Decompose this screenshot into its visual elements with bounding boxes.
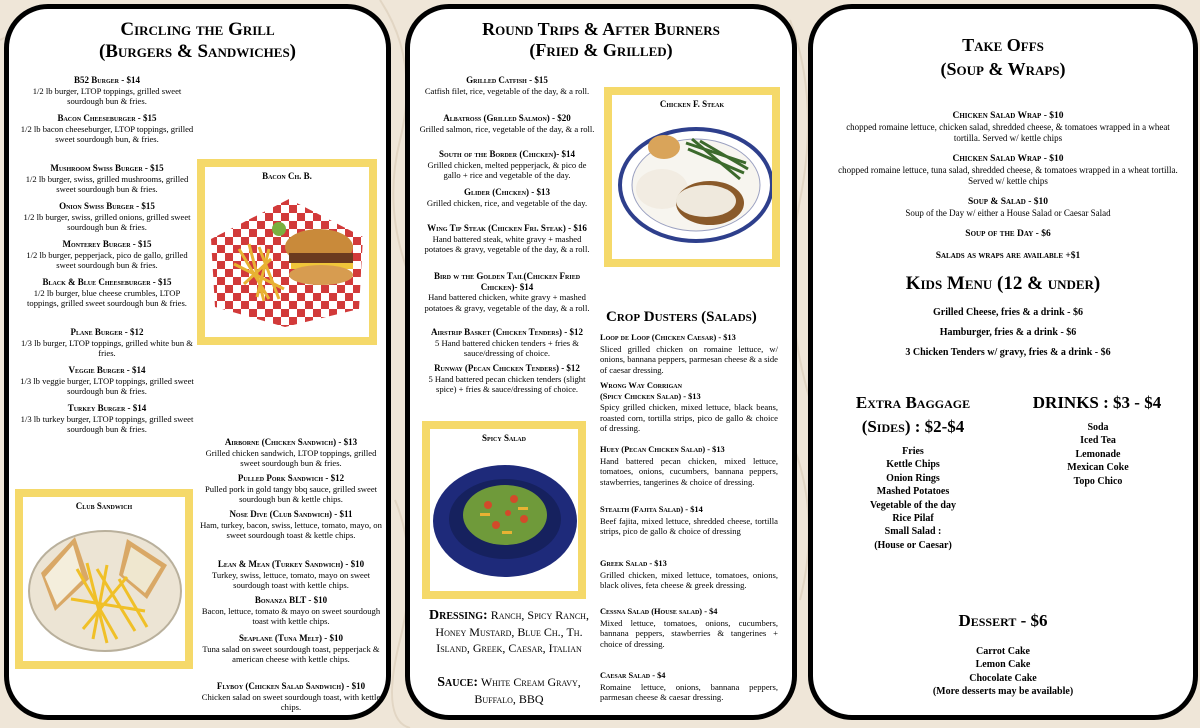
item-name: Pulled Pork Sandwich - $12: [237, 473, 345, 483]
item-description: Hand battered pecan chicken, mixed lettuce, tomatoes, onions, cucumbers, bannana peppers, stawberries, tangerines & choice of dressing.: [600, 455, 778, 487]
entree-item: [418, 327, 596, 359]
kids-item: Hamburger, fries & a drink - $6: [939, 327, 1077, 338]
item-description: Grilled chicken, mixed lettuce, tomatoes, onions, black olives, feta cheese & greek dressing.: [600, 569, 778, 591]
photo-caption: Bacon Ch. B.: [262, 171, 312, 181]
burger-item: [19, 75, 195, 107]
wrap-item: [833, 197, 1183, 219]
item-name: Bird w the Golden Tail(Chicken Fried Chicken)- $14: [433, 271, 581, 292]
item-name: Greek Salad - $13: [600, 559, 667, 568]
entree-item: [418, 113, 596, 134]
panel-fried-grilled: [405, 4, 797, 720]
item-name: Wing Tip Steak (Chicken Fri. Steak) - $16: [427, 223, 587, 233]
spicy-salad-image: [432, 453, 578, 583]
entree-item: [418, 75, 596, 96]
item-description: 1/3 lb turkey burger, LTOP toppings, grilled sweet sourdough bun & fries.: [20, 413, 194, 435]
item-name: Salads as wraps are available +$1: [935, 251, 1081, 261]
item-name: Lean & Mean (Turkey Sandwich) - $10: [217, 559, 365, 569]
item-name: Flyboy (Chicken Salad Sandwich) - $10: [216, 681, 366, 691]
salad-item: [600, 381, 778, 434]
sandwich-item: [199, 473, 383, 505]
burger-basket-image: [209, 189, 365, 329]
item-description: Grilled chicken, rice, and vegetable of the day.: [426, 197, 588, 208]
item-name: Chicken Salad Wrap - $10: [952, 111, 1064, 121]
panel-title: [9, 19, 386, 63]
sandwich-item: [199, 595, 383, 627]
item-name: Nose Dive (Club Sandwich) - $11: [229, 509, 353, 519]
item-name: Veggie Burger - $14: [68, 365, 146, 375]
drink-item: Iced Tea: [1080, 435, 1116, 447]
club-sandwich-image: [27, 519, 183, 655]
burger-item: [19, 163, 195, 195]
panel-title: [410, 19, 792, 60]
item-name: Chicken Salad Wrap - $10: [952, 154, 1064, 164]
drink-item: Topo Chico: [1073, 475, 1123, 487]
photo-bacon-cheeseburger: [197, 159, 377, 345]
salad-item: [600, 333, 778, 375]
salad-item: [600, 671, 778, 703]
burger-item: [19, 201, 195, 233]
photo-spicy-salad: [422, 421, 586, 599]
drink-item: Mexican Coke: [1067, 462, 1129, 474]
item-description: 1/3 lb veggie burger, LTOP toppings, grilled sweet sourdough bun & fries.: [20, 375, 194, 397]
item-name: Stealth (Fajita Salad) - $14: [600, 505, 703, 514]
item-name: Grilled Catfish - $15: [466, 75, 548, 85]
item-description: Turkey, swiss, lettuce, tomato, mayo on sweet sourdough toast with kettle chips.: [211, 569, 371, 591]
sandwich-item: [199, 509, 383, 541]
item-description: 5 Hand battered chicken tenders + fries & sauce/dressing of choice.: [435, 337, 579, 359]
burger-item: [19, 365, 195, 397]
item-description: Pulled pork in gold tangy bbq sauce, grilled sweet sourdough bun & kettle chips.: [204, 483, 378, 505]
item-name: Soup & Salad - $10: [967, 197, 1048, 207]
entree-item: [418, 187, 596, 208]
sauce-list: White Cream Gravy, Buffalo, BBQ: [474, 675, 581, 706]
title-line-2: (Fried & Grilled): [529, 39, 673, 60]
dessert-item: Chocolate Cake: [969, 672, 1037, 684]
item-name: Bacon Cheeseburger - $15: [57, 113, 157, 123]
item-name: Wrong Way Corrigan: [600, 381, 682, 390]
dessert-title: Dessert - $6: [958, 611, 1048, 630]
item-description: Grilled chicken sandwich, LTOP toppings, grilled sweet sourdough bun & fries.: [205, 447, 377, 469]
wrap-item: [833, 154, 1183, 187]
sauce-label: Sauce:: [437, 675, 479, 690]
side-item: Kettle Chips: [886, 459, 940, 471]
dessert-item: Lemon Cake: [975, 659, 1031, 671]
burger-item: [19, 277, 195, 309]
item-name: Huey (Pecan Chicken Salad) - $13: [600, 445, 725, 454]
title-line-2: (Burgers & Sandwiches): [98, 40, 297, 62]
item-name: Black & Blue Cheeseburger - $15: [42, 277, 172, 287]
burger-item: [19, 239, 195, 271]
kids-item: 3 Chicken Tenders w/ gravy, fries & a drink - $6: [905, 347, 1111, 358]
salad-item: [600, 607, 778, 649]
item-description: Bacon, lettuce, tomato & mayo on sweet sourdough toast with kettle chips.: [201, 605, 381, 627]
title-line-1: Take Offs: [962, 35, 1044, 55]
title-line-1: Round Trips & After Burners: [482, 19, 720, 39]
item-name: Airstrip Basket (Chicken Tenders) - $12: [431, 327, 583, 337]
item-name: Monterey Burger - $15: [62, 239, 152, 249]
item-name: Runway (Pecan Chicken Tenders) - $12: [434, 363, 580, 373]
panel-grill: [4, 4, 391, 720]
salad-item: [600, 559, 778, 591]
wrap-item: [833, 251, 1183, 262]
item-description: 1/2 lb bacon cheeseburger, LTOP toppings, grilled sweet sourdough bun, & fries.: [20, 123, 194, 145]
burger-item: [19, 113, 195, 145]
item-description: Chicken salad on sweet sourdough toast, with kettle chips.: [201, 691, 381, 713]
salads-title: Crop Dusters (Salads): [606, 309, 757, 325]
sandwich-item: [199, 559, 383, 591]
item-name: Caesar Salad - $4: [600, 671, 666, 680]
sides-title-line-1: Extra Baggage: [855, 393, 971, 412]
item-name: Turkey Burger - $14: [67, 403, 147, 413]
dressing-list: Ranch, Spicy Ranch, Honey Mustard, Blue Ch., Th. Island, Greek, Caesar, Italian: [435, 608, 589, 655]
item-description: 1/3 lb burger, LTOP toppings, grilled white bun & fries.: [20, 337, 193, 359]
dessert-item: Carrot Cake: [976, 646, 1030, 657]
dessert-item: (More desserts may be available): [932, 686, 1074, 698]
item-description: Hand battered steak, white gravy + mashed potatoes & gravy, vegetable of the day, & a roll.: [424, 233, 590, 255]
photo-caption: Club Sandwich: [75, 501, 133, 511]
side-item: Fries: [902, 446, 924, 457]
side-item: Vegetable of the day: [869, 499, 956, 511]
entree-item: [418, 363, 596, 395]
item-name: Seaplane (Tuna Melt) - $10: [238, 633, 344, 643]
item-name: Loop de Loop (Chicken Caesar) - $13: [600, 333, 736, 342]
item-description: 1/2 lb burger, swiss, grilled onions, grilled sweet sourdough bun & fries.: [23, 211, 191, 233]
item-description: Spicy grilled chicken, mixed lettuce, black beans, roasted corn, tortilla strips, pico de gallo & choice of dressing.: [600, 402, 778, 434]
item-description: 1/2 lb burger, LTOP toppings, grilled sweet sourdough bun & fries.: [32, 85, 182, 107]
sandwich-item: [199, 633, 383, 665]
sandwich-item: [199, 437, 383, 469]
drink-item: Lemonade: [1075, 448, 1121, 460]
item-name: Albatross (Grilled Salmon) - $20: [443, 113, 571, 123]
side-item: Small Salad :: [884, 526, 942, 538]
drinks-title: DRINKS : $3 - $4: [1032, 393, 1162, 412]
chicken-fried-steak-image: [616, 113, 772, 253]
entree-item: [418, 223, 596, 255]
sides-title-line-2: (Sides) : $2-$4: [861, 417, 965, 436]
item-description: chopped romaine lettuce, chicken salad, shredded cheese, & tomatoes wrapped in a wheat tortilla. Served w/ kettle chips: [846, 122, 1170, 143]
item-name: Airborne (Chicken Sandwich) - $13: [224, 437, 358, 447]
kids-menu-title: Kids Menu (12 & under): [905, 273, 1101, 294]
item-description: chopped romaine lettuce, tuna salad, shredded cheese, & tomatoes wrapped in a wheat tortilla. Served w/ kettle chips: [838, 165, 1178, 186]
item-description: Mixed lettuce, tomatoes, onions, cucumbers, bannana peppers, stawberries & tangerines + choice of dressing.: [600, 617, 778, 649]
item-name: Plane Burger - $12: [70, 327, 144, 337]
item-description: 1/2 lb burger, swiss, grilled mushrooms, grilled sweet sourdough bun & fries.: [25, 173, 189, 195]
drink-item: Soda: [1087, 422, 1109, 433]
item-description: Catfish filet, rice, vegetable of the day, & a roll.: [424, 85, 590, 96]
burger-item: [19, 327, 195, 359]
item-name: Onion Swiss Burger - $15: [59, 201, 155, 211]
item-description: Romaine lettuce, onions, bannana peppers, parmesan cheese & caesar dressing.: [600, 681, 778, 703]
item-name: Mushroom Swiss Burger - $15: [50, 163, 164, 173]
item-name: Glider (Chicken) - $13: [463, 187, 551, 197]
title-line-2: (Soup & Wraps): [940, 59, 1066, 79]
side-item: Mashed Potatoes: [876, 486, 950, 498]
side-item: (House or Caesar): [874, 539, 952, 551]
item-description: Tuna salad on sweet sourdough toast, pepperjack & american cheese with kettle chips.: [202, 643, 380, 665]
photo-caption: Spicy Salad: [482, 433, 526, 443]
item-description: 1/2 lb burger, blue cheese crumbles, LTOP toppings, grilled sweet sourdough bun & fries.: [27, 287, 187, 309]
salad-item: [600, 445, 778, 487]
dressing-label: Dressing:: [429, 608, 488, 623]
sauce-options: [424, 674, 594, 707]
dressing-options: [424, 607, 594, 656]
entree-item: [418, 149, 596, 181]
item-name-2: (Spicy Chicken Salad) - $13: [600, 391, 701, 401]
sandwich-item: [199, 681, 383, 713]
photo-caption: Chicken F. Steak: [659, 99, 725, 109]
panel-title: [813, 33, 1193, 81]
sides-title: [831, 391, 995, 439]
item-name: Cessna Salad (House salad) - $4: [600, 607, 718, 616]
item-description: Ham, turkey, bacon, swiss, lettuce, tomato, mayo, on sweet sourdough toast & kettle chips.: [200, 519, 382, 541]
side-item: Onion Rings: [886, 472, 940, 484]
side-item: Rice Pilaf: [892, 513, 934, 525]
title-line-1: Circling the Grill: [120, 19, 275, 40]
item-name: South of the Border (Chicken)- $14: [439, 149, 575, 159]
photo-chicken-fried-steak: [604, 87, 780, 267]
item-description: Beef fajita, mixed lettuce, shredded cheese, tortilla strips, pico de gallo & choice of dressing: [600, 515, 778, 537]
item-description: Grilled salmon, rice, vegetable of the day, & a roll.: [419, 123, 595, 134]
wrap-item: [833, 229, 1183, 240]
item-description: Sliced grilled chicken on romaine lettuce, w/ onions, bannana peppers, parmesan cheese & a side of caesar dressing.: [600, 343, 778, 375]
item-description: 1/2 lb burger, pepperjack, pico de gallo, grilled sweet sourdough bun & fries.: [26, 249, 188, 271]
item-name: Soup of the Day - $6: [965, 229, 1051, 239]
item-description: Hand battered chicken, white gravy + mashed potatoes & gravy, vegetable of the day, & a roll.: [424, 292, 590, 313]
kids-item: Grilled Cheese, fries & a drink - $6: [933, 307, 1083, 318]
photo-club-sandwich: [15, 489, 193, 669]
wrap-item: [833, 111, 1183, 144]
item-name: Bonanza BLT - $10: [254, 595, 328, 605]
entree-item: [418, 271, 596, 313]
salad-item: [600, 505, 778, 537]
item-description: Soup of the Day w/ either a House Salad or Caesar Salad: [905, 208, 1111, 218]
item-name: B52 Burger - $14: [74, 75, 140, 85]
burger-item: [19, 403, 195, 435]
item-description: Grilled chicken, melted pepperjack, & pico de gallo + rice and vegetable of the day.: [427, 159, 587, 181]
item-description: 5 Hand battered pecan chicken tenders (slight spice) + fries & sauce/dressing of choice.: [428, 373, 586, 395]
panel-soup-wraps: [808, 4, 1198, 720]
